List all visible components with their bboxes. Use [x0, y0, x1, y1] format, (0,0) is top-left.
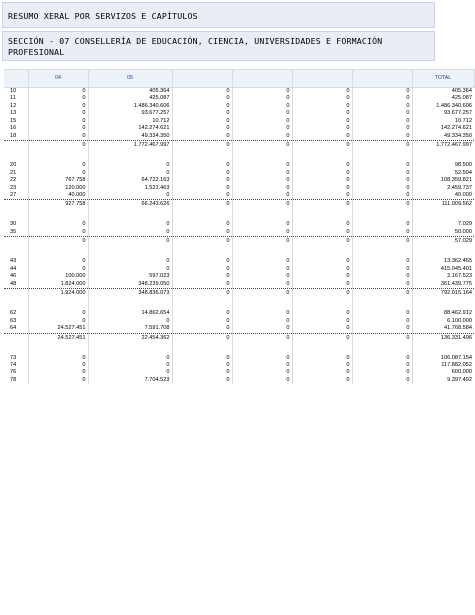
value-cell: 425.087 — [412, 95, 474, 102]
value-cell: 0 — [352, 95, 412, 102]
chapter-code-cell: 11 — [10, 95, 16, 102]
column-header: 04 — [28, 70, 88, 88]
chapter-code-cell: 44 — [10, 265, 17, 272]
value-cell: 0 — [292, 88, 352, 96]
chapter-code-cell: 15 — [10, 117, 17, 124]
value-cell: 0 — [232, 125, 292, 132]
chapter-code-cell: 27 — [10, 191, 17, 198]
table-row — [4, 192, 474, 200]
value-cell: 0 — [28, 141, 88, 151]
value-cell: 0 — [172, 170, 232, 177]
value-cell: 0 — [172, 289, 232, 299]
value-cell: 0 — [28, 318, 88, 325]
table-row — [4, 125, 474, 132]
column-header — [172, 70, 232, 88]
value-cell: 0 — [172, 310, 232, 317]
section-title-bar — [2, 31, 435, 61]
value-cell: 0 — [28, 133, 88, 141]
chapter-code-cell: 63 — [10, 317, 17, 324]
value-cell: 0 — [28, 170, 88, 177]
value-cell: 0 — [292, 229, 352, 237]
value-cell: 0 — [172, 185, 232, 192]
value-cell: 0 — [292, 237, 352, 247]
value-cell: 49.334.350 — [412, 133, 474, 141]
value-cell: 0 — [232, 377, 292, 384]
value-cell: 0 — [88, 237, 172, 247]
value-cell: 0 — [88, 266, 172, 273]
value-cell: 597.023 — [88, 273, 172, 280]
value-cell: 0 — [172, 192, 232, 200]
value-cell: 100.000 — [28, 273, 88, 280]
value-cell: 0 — [28, 266, 88, 273]
value-cell: 0 — [292, 266, 352, 273]
value-cell: 66.243.626 — [88, 200, 172, 210]
table-row — [4, 118, 474, 125]
value-cell: 0 — [172, 355, 232, 362]
value-cell: 0 — [232, 162, 292, 169]
chapter-code-cell: 78 — [10, 376, 17, 383]
value-cell: 0 — [232, 177, 292, 184]
value-cell: 2.459.737 — [412, 185, 474, 192]
summary-table — [4, 69, 475, 384]
value-cell: 0 — [352, 273, 412, 280]
value-cell: 10.712 — [412, 118, 474, 125]
value-cell: 0 — [232, 170, 292, 177]
value-cell: 0 — [88, 362, 172, 369]
value-cell: 0 — [232, 355, 292, 362]
value-cell: 0 — [172, 221, 232, 228]
table-body — [4, 88, 474, 385]
value-cell: 0 — [352, 103, 412, 110]
value-cell: 0 — [232, 318, 292, 325]
subtotal-row — [4, 200, 474, 210]
chapter-code-cell — [4, 333, 28, 343]
value-cell: 0 — [172, 133, 232, 141]
value-cell: 57.029 — [412, 237, 474, 247]
value-cell: 0 — [28, 369, 88, 376]
subtotal-row — [4, 237, 474, 247]
chapter-code-cell: 22 — [10, 177, 17, 184]
value-cell: 348.239.050 — [88, 281, 172, 289]
chapter-code-cell: 76 — [10, 369, 17, 376]
value-cell: 24.527.451 — [28, 325, 88, 333]
value-cell: 1.924.000 — [28, 289, 88, 299]
value-cell: 0 — [28, 110, 88, 117]
value-cell: 24.527.451 — [28, 333, 88, 343]
value-cell: 0 — [352, 258, 412, 265]
value-cell: 0 — [88, 355, 172, 362]
value-cell: 767.758 — [28, 177, 88, 184]
value-cell: 0 — [292, 310, 352, 317]
value-cell: 117.882.052 — [412, 362, 474, 369]
value-cell: 0 — [28, 221, 88, 228]
value-cell: 0 — [232, 141, 292, 151]
value-cell: 0 — [292, 289, 352, 299]
value-cell: 0 — [172, 325, 232, 333]
table-row — [4, 355, 474, 362]
table-row — [4, 185, 474, 192]
value-cell: 0 — [88, 170, 172, 177]
value-cell: 0 — [352, 355, 412, 362]
value-cell: 0 — [292, 333, 352, 343]
value-cell: 0 — [352, 162, 412, 169]
table-row — [4, 88, 474, 96]
chapter-code-cell: 62 — [10, 310, 17, 317]
value-cell: 88.462.912 — [412, 310, 474, 317]
value-cell: 0 — [232, 273, 292, 280]
value-cell: 41.768.584 — [412, 325, 474, 333]
value-cell: 0 — [292, 258, 352, 265]
value-cell: 0 — [352, 377, 412, 384]
value-cell: 120.000 — [28, 185, 88, 192]
value-cell: 0 — [232, 266, 292, 273]
value-cell: 0 — [232, 237, 292, 247]
value-cell: 0 — [352, 289, 412, 299]
value-cell: 0 — [292, 325, 352, 333]
value-cell: 0 — [292, 281, 352, 289]
value-cell: 0 — [28, 125, 88, 132]
value-cell: 0 — [172, 118, 232, 125]
value-cell: 93.677.257 — [412, 110, 474, 117]
value-cell: 0 — [172, 318, 232, 325]
table-row — [4, 221, 474, 228]
value-cell: 0 — [232, 362, 292, 369]
value-cell: 10.712 — [88, 118, 172, 125]
value-cell: 111.009.562 — [412, 200, 474, 210]
value-cell: 0 — [172, 333, 232, 343]
value-cell: 0 — [292, 273, 352, 280]
value-cell: 0 — [292, 355, 352, 362]
chapter-code-cell — [4, 141, 28, 151]
value-cell: 1.486.340.606 — [88, 103, 172, 110]
value-cell: 0 — [28, 103, 88, 110]
value-cell: 0 — [172, 237, 232, 247]
value-cell: 0 — [232, 281, 292, 289]
value-cell: 0 — [232, 95, 292, 102]
subtotal-row — [4, 141, 474, 151]
value-cell: 0 — [292, 170, 352, 177]
value-cell: 0 — [88, 162, 172, 169]
chapter-code-cell — [4, 237, 28, 247]
value-cell: 64.722.163 — [88, 177, 172, 184]
value-cell: 0 — [232, 103, 292, 110]
chapter-code-cell: 13 — [10, 110, 17, 117]
value-cell: 0 — [292, 141, 352, 151]
value-cell: 0 — [352, 237, 412, 247]
value-cell: 0 — [292, 133, 352, 141]
value-cell: 415.045.401 — [412, 266, 474, 273]
value-cell: 600.000 — [412, 369, 474, 376]
value-cell: 7.029 — [412, 221, 474, 228]
value-cell: 0 — [352, 362, 412, 369]
value-cell: 0 — [172, 110, 232, 117]
column-header: TOTAL — [412, 70, 474, 88]
value-cell: 0 — [352, 133, 412, 141]
subtotal-row — [4, 333, 474, 343]
value-cell: 0 — [88, 192, 172, 200]
table-row — [4, 177, 474, 184]
value-cell: 0 — [292, 103, 352, 110]
value-cell: 0 — [352, 221, 412, 228]
value-cell: 0 — [292, 110, 352, 117]
value-cell: 927.758 — [28, 200, 88, 210]
chapter-code-cell: 23 — [10, 184, 17, 191]
value-cell: 93.677.257 — [88, 110, 172, 117]
value-cell: 0 — [88, 258, 172, 265]
value-cell: 1.772.467.997 — [88, 141, 172, 151]
value-cell: 142.274.621 — [412, 125, 474, 132]
value-cell: 0 — [172, 177, 232, 184]
value-cell: 40.000 — [412, 192, 474, 200]
value-cell: 0 — [88, 369, 172, 376]
value-cell: 0 — [172, 362, 232, 369]
column-header: 05 — [88, 70, 172, 88]
table-header-row — [4, 70, 474, 88]
report-title: RESUMO XERAL POR SERVIZOS E CAPÍTULOS — [8, 11, 198, 21]
value-cell: 1.521.463 — [88, 185, 172, 192]
column-header — [232, 70, 292, 88]
value-cell: 50.000 — [412, 229, 474, 237]
chapter-code-cell: 73 — [10, 354, 17, 361]
value-cell: 0 — [172, 266, 232, 273]
value-cell: 0 — [232, 310, 292, 317]
value-cell: 0 — [292, 369, 352, 376]
value-cell: 0 — [292, 318, 352, 325]
column-header — [4, 70, 28, 88]
value-cell: 13.362.465 — [412, 258, 474, 265]
value-cell: 0 — [88, 221, 172, 228]
value-cell: 0 — [232, 88, 292, 96]
value-cell: 0 — [28, 362, 88, 369]
table-row — [4, 369, 474, 376]
value-cell: 0 — [28, 237, 88, 247]
value-cell: 0 — [352, 118, 412, 125]
table-row — [4, 310, 474, 317]
value-cell: 22.454.362 — [88, 333, 172, 343]
value-cell: 0 — [292, 377, 352, 384]
table-row — [4, 318, 474, 325]
value-cell: 0 — [28, 95, 88, 102]
value-cell: 0 — [28, 377, 88, 384]
chapter-code-cell — [4, 200, 28, 210]
value-cell: 0 — [172, 377, 232, 384]
value-cell: 0 — [172, 229, 232, 237]
table-row — [4, 103, 474, 110]
value-cell: 0 — [232, 200, 292, 210]
chapter-code-cell: 74 — [10, 361, 17, 368]
value-cell: 0 — [88, 229, 172, 237]
value-cell: 1.486.340.606 — [412, 103, 474, 110]
value-cell: 0 — [232, 185, 292, 192]
value-cell: 0 — [292, 95, 352, 102]
value-cell: 0 — [28, 258, 88, 265]
value-cell: 0 — [232, 133, 292, 141]
value-cell: 6.100.000 — [412, 318, 474, 325]
value-cell: 0 — [232, 325, 292, 333]
value-cell: 0 — [352, 281, 412, 289]
value-cell: 0 — [292, 125, 352, 132]
value-cell: 348.836.073 — [88, 289, 172, 299]
value-cell: 0 — [172, 281, 232, 289]
value-cell: 361.439.775 — [412, 281, 474, 289]
table-row — [4, 325, 474, 333]
value-cell: 2.167.523 — [412, 273, 474, 280]
table-row — [4, 281, 474, 289]
value-cell: 0 — [232, 118, 292, 125]
value-cell: 0 — [352, 110, 412, 117]
table-row — [4, 162, 474, 169]
value-cell: 0 — [172, 258, 232, 265]
section-title: SECCIÓN - 07 CONSELLERÍA DE EDUCACIÓN, CIENCIA, UNIVERSIDADES E FORMACIÓN PROFESIONAL — [8, 36, 383, 57]
value-cell: 0 — [352, 325, 412, 333]
chapter-code-cell: 21 — [10, 169, 17, 176]
chapter-code-cell: 30 — [10, 221, 17, 228]
chapter-code-cell: 10 — [10, 88, 17, 94]
value-cell: 40.000 — [28, 192, 88, 200]
value-cell: 0 — [352, 192, 412, 200]
value-cell: 0 — [172, 125, 232, 132]
value-cell: 136.331.496 — [412, 333, 474, 343]
chapter-code-cell: 35 — [10, 228, 17, 235]
value-cell: 0 — [352, 185, 412, 192]
value-cell: 1.824.000 — [28, 281, 88, 289]
chapter-code-cell: 46 — [10, 273, 17, 280]
table-row — [4, 95, 474, 102]
value-cell: 0 — [292, 221, 352, 228]
value-cell: 0 — [352, 88, 412, 96]
value-cell: 0 — [28, 229, 88, 237]
value-cell: 0 — [232, 369, 292, 376]
value-cell: 0 — [232, 333, 292, 343]
value-cell: 52.504 — [412, 170, 474, 177]
table-row — [4, 273, 474, 280]
value-cell: 0 — [292, 192, 352, 200]
chapter-code-cell: 64 — [10, 325, 17, 332]
value-cell: 14.862.654 — [88, 310, 172, 317]
value-cell: 0 — [172, 162, 232, 169]
value-cell: 0 — [88, 318, 172, 325]
value-cell: 0 — [352, 125, 412, 132]
value-cell: 0 — [232, 229, 292, 237]
value-cell: 0 — [232, 258, 292, 265]
chapter-code-cell — [4, 289, 28, 299]
table-row — [4, 229, 474, 237]
value-cell: 0 — [172, 95, 232, 102]
value-cell: 0 — [352, 310, 412, 317]
value-cell: 792.015.164 — [412, 289, 474, 299]
value-cell: 0 — [292, 177, 352, 184]
value-cell: 0 — [28, 355, 88, 362]
value-cell: 0 — [352, 369, 412, 376]
chapter-code-cell: 48 — [10, 280, 17, 287]
value-cell: 0 — [292, 118, 352, 125]
value-cell: 0 — [352, 333, 412, 343]
value-cell: 425.087 — [88, 95, 172, 102]
value-cell: 0 — [352, 266, 412, 273]
value-cell: 106.087.154 — [412, 355, 474, 362]
chapter-code-cell: 43 — [10, 258, 17, 265]
value-cell: 1.772.467.997 — [412, 141, 474, 151]
value-cell: 0 — [172, 141, 232, 151]
value-cell: 0 — [232, 221, 292, 228]
value-cell: 0 — [292, 362, 352, 369]
value-cell: 0 — [28, 118, 88, 125]
value-cell: 98.500 — [412, 162, 474, 169]
value-cell: 0 — [352, 141, 412, 151]
subtotal-row — [4, 289, 474, 299]
table-row — [4, 133, 474, 141]
table-row — [4, 170, 474, 177]
chapter-code-cell: 18 — [10, 132, 17, 139]
value-cell: 0 — [28, 88, 88, 96]
value-cell: 0 — [352, 177, 412, 184]
value-cell: 0 — [172, 273, 232, 280]
value-cell: 49.334.350 — [88, 133, 172, 141]
value-cell: 0 — [352, 318, 412, 325]
value-cell: 0 — [172, 103, 232, 110]
value-cell: 142.274.621 — [88, 125, 172, 132]
value-cell: 0 — [172, 200, 232, 210]
chapter-code-cell: 12 — [10, 102, 17, 109]
value-cell: 7.704.523 — [88, 377, 172, 384]
table-row — [4, 362, 474, 369]
chapter-code-cell: 20 — [10, 162, 17, 169]
value-cell: 405.364 — [88, 88, 172, 96]
table-row — [4, 377, 474, 384]
value-cell: 0 — [172, 369, 232, 376]
value-cell: 0 — [292, 200, 352, 210]
value-cell: 0 — [292, 185, 352, 192]
value-cell: 0 — [232, 192, 292, 200]
value-cell: 0 — [232, 110, 292, 117]
value-cell: 0 — [28, 310, 88, 317]
value-cell: 0 — [352, 200, 412, 210]
value-cell: 0 — [172, 88, 232, 96]
column-header — [292, 70, 352, 88]
value-cell: 0 — [232, 289, 292, 299]
table-row — [4, 266, 474, 273]
value-cell: 108.359.821 — [412, 177, 474, 184]
value-cell: 0 — [352, 229, 412, 237]
value-cell: 0 — [292, 162, 352, 169]
report-title-bar — [2, 2, 435, 28]
value-cell: 405.364 — [412, 88, 474, 96]
value-cell: 0 — [28, 162, 88, 169]
value-cell: 7.591.708 — [88, 325, 172, 333]
value-cell: 0 — [352, 170, 412, 177]
table-row — [4, 258, 474, 265]
table-row — [4, 110, 474, 117]
value-cell: 9.397.492 — [412, 377, 474, 384]
column-header — [352, 70, 412, 88]
chapter-code-cell: 16 — [10, 125, 17, 132]
